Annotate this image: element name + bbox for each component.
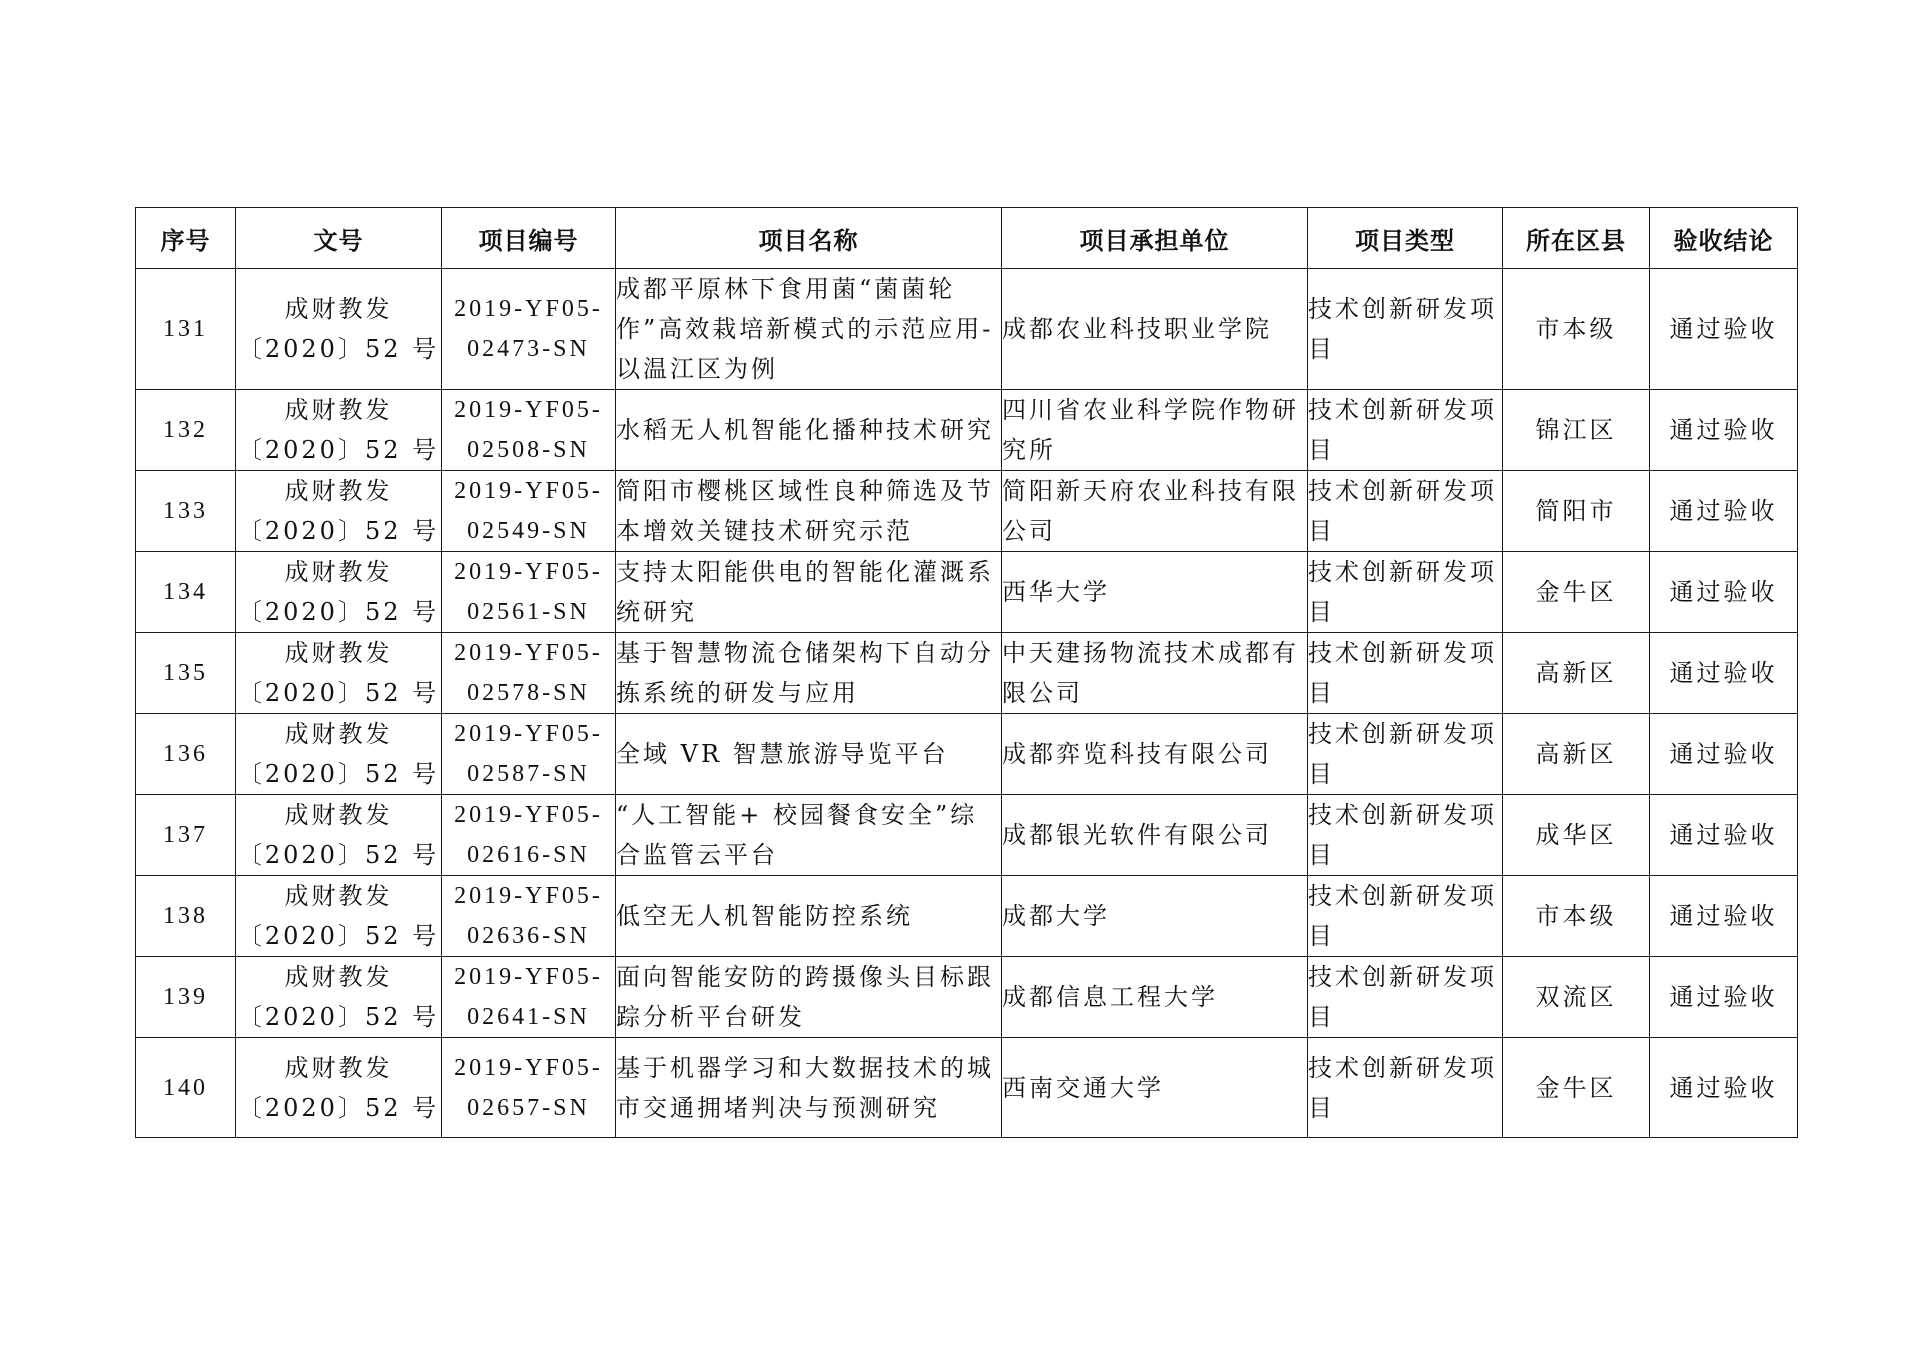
cell-seq: 132	[136, 390, 236, 471]
cell-result: 通过验收	[1650, 471, 1798, 552]
table-row	[136, 471, 1798, 552]
cell-seq: 138	[136, 876, 236, 957]
project-code-line1: 2019-YF05-	[454, 640, 603, 666]
cell-project-name: 低空无人机智能防控系统	[616, 876, 1002, 957]
project-code-line2: 02508-SN	[467, 437, 590, 463]
table-row	[136, 795, 1798, 876]
doc-no-line1: 成财教发	[284, 720, 393, 748]
project-code-line2: 02578-SN	[467, 680, 590, 706]
doc-no-line2: 〔2020〕52 号	[237, 922, 440, 950]
project-code-line1: 2019-YF05-	[454, 559, 603, 585]
cell-type: 技术创新研发项目	[1308, 957, 1503, 1038]
table-body	[136, 269, 1798, 1138]
project-code-line2: 02616-SN	[467, 842, 590, 868]
cell-project-code	[442, 633, 616, 714]
cell-result: 通过验收	[1650, 552, 1798, 633]
doc-no-line2: 〔2020〕52 号	[237, 436, 440, 464]
cell-type: 技术创新研发项目	[1308, 1038, 1503, 1138]
cell-project-code	[442, 269, 616, 390]
cell-region: 高新区	[1503, 714, 1650, 795]
cell-project-name: 水稻无人机智能化播种技术研究	[616, 390, 1002, 471]
project-code-line1: 2019-YF05-	[454, 964, 603, 990]
doc-no-line2: 〔2020〕52 号	[237, 760, 440, 788]
project-code-line2: 02561-SN	[467, 599, 590, 625]
cell-project-name: 基于智慧物流仓储架构下自动分拣系统的研发与应用	[616, 633, 1002, 714]
cell-region: 成华区	[1503, 795, 1650, 876]
cell-result: 通过验收	[1650, 876, 1798, 957]
project-code-line2: 02587-SN	[467, 761, 590, 787]
cell-seq: 131	[136, 269, 236, 390]
table-row	[136, 876, 1798, 957]
cell-doc-no	[236, 795, 442, 876]
doc-no-line2: 〔2020〕52 号	[237, 841, 440, 869]
project-code-line1: 2019-YF05-	[454, 883, 603, 909]
doc-no-line1: 成财教发	[284, 295, 393, 323]
doc-no-line1: 成财教发	[284, 882, 393, 910]
cell-doc-no	[236, 390, 442, 471]
cell-type: 技术创新研发项目	[1308, 471, 1503, 552]
doc-no-line2: 〔2020〕52 号	[237, 1093, 440, 1122]
cell-type: 技术创新研发项目	[1308, 269, 1503, 390]
cell-unit: 简阳新天府农业科技有限公司	[1002, 471, 1308, 552]
header-project-code: 项目编号	[442, 208, 616, 269]
doc-no-line1: 成财教发	[284, 558, 393, 586]
cell-unit: 成都农业科技职业学院	[1002, 269, 1308, 390]
cell-doc-no	[236, 471, 442, 552]
project-code-line2: 02473-SN	[467, 336, 590, 362]
cell-region: 市本级	[1503, 876, 1650, 957]
cell-doc-no	[236, 269, 442, 390]
project-code-line2: 02549-SN	[467, 518, 590, 544]
project-code-line2: 02636-SN	[467, 923, 590, 949]
cell-project-name: 全域 VR 智慧旅游导览平台	[616, 714, 1002, 795]
project-code-line2: 02657-SN	[467, 1094, 590, 1121]
cell-result: 通过验收	[1650, 269, 1798, 390]
cell-seq: 137	[136, 795, 236, 876]
table-row	[136, 390, 1798, 471]
cell-unit: 成都大学	[1002, 876, 1308, 957]
cell-unit: 四川省农业科学院作物研究所	[1002, 390, 1308, 471]
cell-seq: 135	[136, 633, 236, 714]
header-result: 验收结论	[1650, 208, 1798, 269]
project-code-line1: 2019-YF05-	[454, 802, 603, 828]
project-acceptance-table	[135, 207, 1798, 1138]
doc-no-line1: 成财教发	[284, 639, 393, 667]
header-project-name: 项目名称	[616, 208, 1002, 269]
cell-project-code	[442, 390, 616, 471]
table-header-row	[136, 208, 1798, 269]
doc-no-line1: 成财教发	[284, 396, 393, 424]
doc-no-line2: 〔2020〕52 号	[237, 679, 440, 707]
cell-region: 高新区	[1503, 633, 1650, 714]
cell-seq: 134	[136, 552, 236, 633]
cell-project-code	[442, 714, 616, 795]
cell-unit: 西华大学	[1002, 552, 1308, 633]
cell-region: 金牛区	[1503, 552, 1650, 633]
header-doc-no: 文号	[236, 208, 442, 269]
cell-project-code	[442, 1038, 616, 1138]
project-code-line1: 2019-YF05-	[454, 721, 603, 747]
cell-seq: 133	[136, 471, 236, 552]
cell-unit: 中天建扬物流技术成都有限公司	[1002, 633, 1308, 714]
cell-doc-no	[236, 714, 442, 795]
table-row	[136, 552, 1798, 633]
project-code-line2: 02641-SN	[467, 1004, 590, 1030]
table-row	[136, 633, 1798, 714]
cell-region: 锦江区	[1503, 390, 1650, 471]
cell-project-name: 简阳市樱桃区域性良种筛选及节本增效关键技术研究示范	[616, 471, 1002, 552]
doc-no-line2: 〔2020〕52 号	[237, 598, 440, 626]
header-unit: 项目承担单位	[1002, 208, 1308, 269]
header-region: 所在区县	[1503, 208, 1650, 269]
cell-project-name: 面向智能安防的跨摄像头目标跟踪分析平台研发	[616, 957, 1002, 1038]
doc-no-line1: 成财教发	[284, 963, 393, 991]
table-row	[136, 1038, 1798, 1138]
doc-no-line2: 〔2020〕52 号	[237, 1003, 440, 1031]
cell-result: 通过验收	[1650, 957, 1798, 1038]
doc-no-line1: 成财教发	[284, 801, 393, 829]
cell-region: 简阳市	[1503, 471, 1650, 552]
cell-project-code	[442, 876, 616, 957]
cell-doc-no	[236, 1038, 442, 1138]
cell-project-code	[442, 552, 616, 633]
cell-project-code	[442, 471, 616, 552]
cell-type: 技术创新研发项目	[1308, 390, 1503, 471]
project-code-line1: 2019-YF05-	[454, 296, 603, 322]
cell-result: 通过验收	[1650, 714, 1798, 795]
cell-region: 双流区	[1503, 957, 1650, 1038]
cell-doc-no	[236, 552, 442, 633]
cell-result: 通过验收	[1650, 795, 1798, 876]
cell-seq: 136	[136, 714, 236, 795]
cell-project-name: 基于机器学习和大数据技术的城市交通拥堵判决与预测研究	[616, 1038, 1002, 1138]
cell-seq: 139	[136, 957, 236, 1038]
header-seq: 序号	[136, 208, 236, 269]
cell-project-code	[442, 957, 616, 1038]
project-code-line1: 2019-YF05-	[454, 397, 603, 423]
cell-result: 通过验收	[1650, 1038, 1798, 1138]
doc-no-line1: 成财教发	[284, 1053, 393, 1082]
cell-seq: 140	[136, 1038, 236, 1138]
doc-no-line2: 〔2020〕52 号	[237, 517, 440, 545]
cell-unit: 西南交通大学	[1002, 1038, 1308, 1138]
cell-type: 技术创新研发项目	[1308, 795, 1503, 876]
doc-no-line2: 〔2020〕52 号	[237, 335, 440, 363]
table-row	[136, 714, 1798, 795]
cell-doc-no	[236, 633, 442, 714]
doc-no-line1: 成财教发	[284, 477, 393, 505]
cell-project-name: “人工智能+ 校园餐食安全”综合监管云平台	[616, 795, 1002, 876]
cell-doc-no	[236, 957, 442, 1038]
header-type: 项目类型	[1308, 208, 1503, 269]
cell-project-name: 成都平原林下食用菌“菌菌轮作”高效栽培新模式的示范应用-以温江区为例	[616, 269, 1002, 390]
cell-region: 金牛区	[1503, 1038, 1650, 1138]
cell-unit: 成都银光软件有限公司	[1002, 795, 1308, 876]
cell-project-name: 支持太阳能供电的智能化灌溉系统研究	[616, 552, 1002, 633]
project-code-line1: 2019-YF05-	[454, 1054, 603, 1081]
cell-type: 技术创新研发项目	[1308, 633, 1503, 714]
cell-type: 技术创新研发项目	[1308, 876, 1503, 957]
cell-result: 通过验收	[1650, 633, 1798, 714]
cell-type: 技术创新研发项目	[1308, 714, 1503, 795]
table-row	[136, 957, 1798, 1038]
cell-region: 市本级	[1503, 269, 1650, 390]
cell-type: 技术创新研发项目	[1308, 552, 1503, 633]
cell-result: 通过验收	[1650, 390, 1798, 471]
cell-unit: 成都弈览科技有限公司	[1002, 714, 1308, 795]
cell-doc-no	[236, 876, 442, 957]
project-code-line1: 2019-YF05-	[454, 478, 603, 504]
table-row	[136, 269, 1798, 390]
cell-unit: 成都信息工程大学	[1002, 957, 1308, 1038]
cell-project-code	[442, 795, 616, 876]
